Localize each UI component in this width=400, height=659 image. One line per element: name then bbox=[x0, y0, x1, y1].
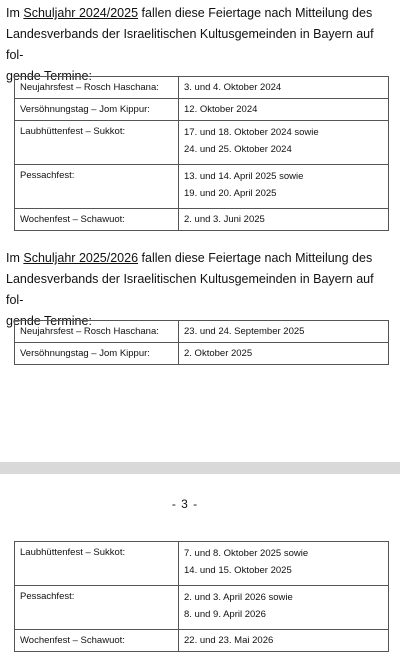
holiday-date-cell: 22. und 23. Mai 2026 bbox=[179, 630, 389, 652]
holiday-date-cell: 2. Oktober 2025 bbox=[179, 343, 389, 365]
intro-line2: Landesverbands der Israelitischen Kultusgemeinden in Bayern auf fol- bbox=[6, 272, 374, 307]
date-line: 2. und 3. April 2026 sowie bbox=[184, 592, 293, 603]
holiday-date-cell bbox=[179, 542, 389, 586]
holiday-name-cell: Neujahrsfest – Rosch Haschana: bbox=[15, 321, 179, 343]
intro-prefix: Im bbox=[6, 6, 24, 20]
intro-paragraph-2024 bbox=[6, 3, 388, 87]
intro-line3: gende Termine: bbox=[6, 314, 92, 328]
table-row bbox=[15, 165, 389, 209]
intro-line3: gende Termine: bbox=[6, 69, 92, 83]
intro-line1-rest: fallen diese Feiertage nach Mitteilung des bbox=[138, 6, 373, 20]
table-row bbox=[15, 630, 389, 652]
intro-line2: Landesverbands der Israelitischen Kultusgemeinden in Bayern auf fol- bbox=[6, 27, 374, 62]
date-line: 14. und 15. Oktober 2025 bbox=[184, 565, 292, 576]
holiday-name-cell: Pessachfest: bbox=[15, 165, 179, 209]
page-separator bbox=[0, 462, 400, 474]
table-row bbox=[15, 209, 389, 231]
date-line: 24. und 25. Oktober 2024 bbox=[184, 144, 292, 155]
holiday-date-cell bbox=[179, 121, 389, 165]
holiday-name-cell: Laubhüttenfest – Sukkot: bbox=[15, 542, 179, 586]
date-line: 17. und 18. Oktober 2024 sowie bbox=[184, 127, 319, 138]
table-row bbox=[15, 542, 389, 586]
intro-prefix: Im bbox=[6, 251, 24, 265]
schuljahr-2025-link-text: Schuljahr 2025/2026 bbox=[23, 251, 139, 265]
holiday-name-cell: Laubhüttenfest – Sukkot: bbox=[15, 121, 179, 165]
date-line: 8. und 9. April 2026 bbox=[184, 609, 266, 620]
date-line: 19. und 20. April 2025 bbox=[184, 188, 277, 199]
date-line: 13. und 14. April 2025 sowie bbox=[184, 171, 304, 182]
table-row bbox=[15, 99, 389, 121]
holiday-date-cell: 3. und 4. Oktober 2024 bbox=[179, 77, 389, 99]
holiday-name-cell: Versöhnungstag – Jom Kippur: bbox=[15, 99, 179, 121]
document-page-2 bbox=[0, 474, 400, 659]
schuljahr-2024-link-text: Schuljahr 2024/2025 bbox=[23, 6, 139, 20]
holiday-name-cell: Wochenfest – Schawuot: bbox=[15, 209, 179, 231]
holiday-table-2025-2026-part1 bbox=[14, 320, 389, 365]
table-row bbox=[15, 586, 389, 630]
date-line: 7. und 8. Oktober 2025 sowie bbox=[184, 548, 309, 559]
table-row bbox=[15, 343, 389, 365]
holiday-date-cell bbox=[179, 165, 389, 209]
holiday-name-cell: Versöhnungstag – Jom Kippur: bbox=[15, 343, 179, 365]
holiday-table-2025-2026-part2 bbox=[14, 541, 389, 652]
table-row bbox=[15, 321, 389, 343]
holiday-name-cell: Wochenfest – Schawuot: bbox=[15, 630, 179, 652]
page-number: - 3 - bbox=[171, 497, 199, 511]
table-row bbox=[15, 121, 389, 165]
holiday-name-cell: Pessachfest: bbox=[15, 586, 179, 630]
holiday-date-cell bbox=[179, 586, 389, 630]
intro-line1-rest: fallen diese Feiertage nach Mitteilung des bbox=[138, 251, 373, 265]
holiday-table-2024-2025 bbox=[14, 76, 389, 231]
holiday-date-cell: 2. und 3. Juni 2025 bbox=[179, 209, 389, 231]
table-row bbox=[15, 77, 389, 99]
holiday-date-cell: 23. und 24. September 2025 bbox=[179, 321, 389, 343]
holiday-name-cell: Neujahrsfest – Rosch Haschana: bbox=[15, 77, 179, 99]
holiday-date-cell: 12. Oktober 2024 bbox=[179, 99, 389, 121]
